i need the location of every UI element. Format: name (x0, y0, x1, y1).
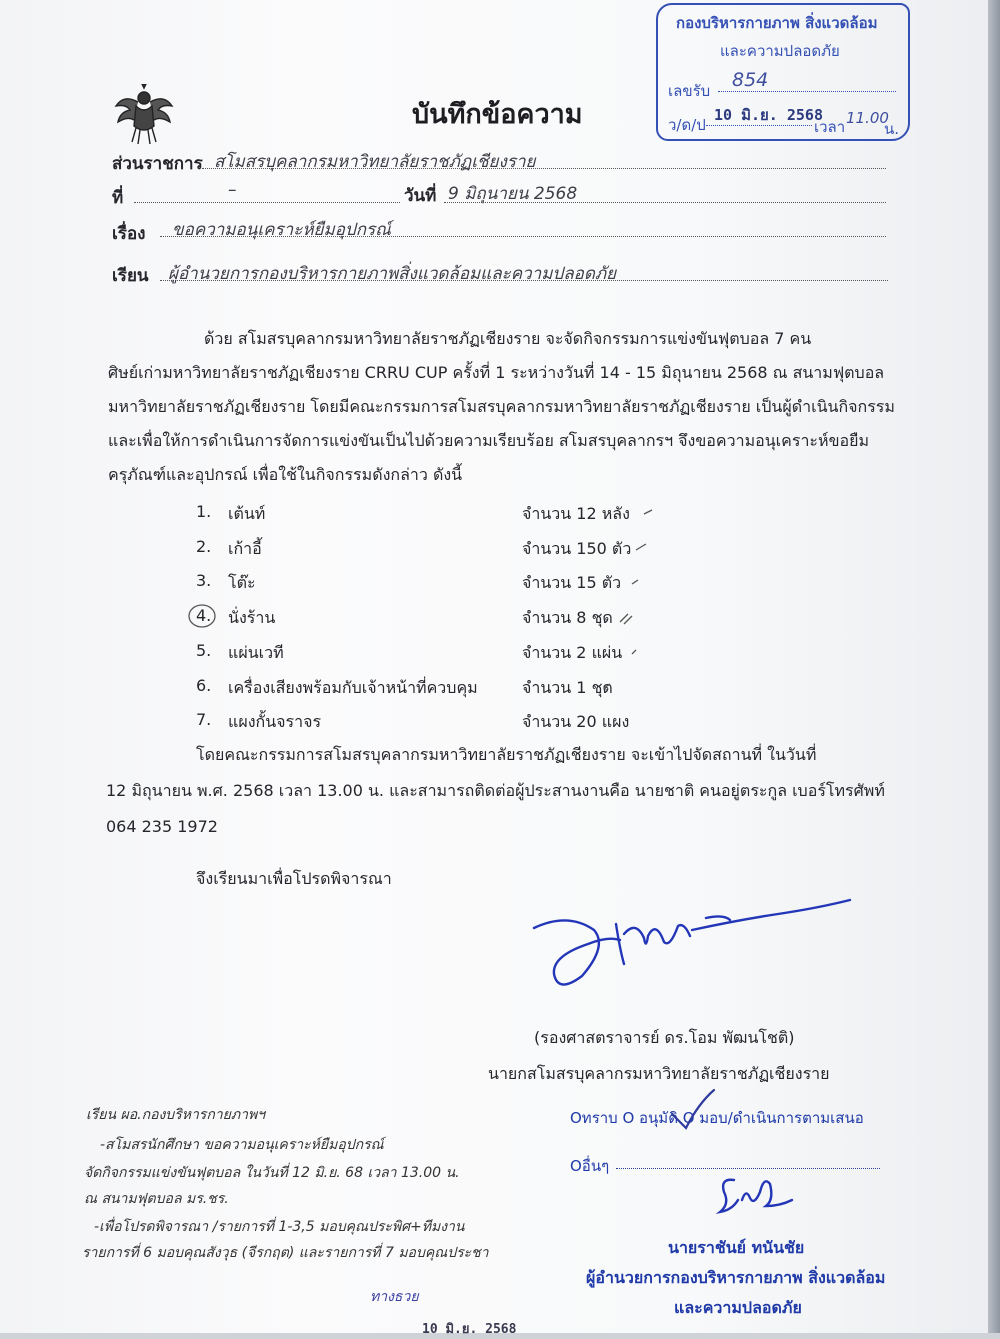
stamp-date-label: ว/ด/ป (668, 116, 706, 134)
stamp-date: 10 มิ.ย. 2568 (714, 106, 823, 124)
subject-value: ขอความอนุเคราะห์ยืมอุปกรณ์ (172, 220, 391, 240)
date-value: 9 มิถุนายน 2568 (448, 184, 578, 204)
note-line1: เรียน ผอ.กองบริหารกายภาพฯ (86, 1107, 266, 1123)
review-marks (180, 500, 660, 740)
dept-value: สโมสรบุคลากรมหาวิทยาลัยราชภัฏเชียงราย (214, 152, 536, 172)
director-position-line1: ผู้อำนวยการกองบริหารกายภาพ สิ่งแวดล้อม (586, 1268, 886, 1287)
closing-text: จึงเรียนมาเพื่อโปรดพิจารณา (196, 869, 392, 888)
item-name: นั่งร้าน (228, 608, 276, 627)
item-name: แผงกั้นจราจร (228, 712, 322, 731)
check-mark-icon (668, 1088, 718, 1132)
item-name: แผ่นเวที (228, 643, 284, 662)
ref-label: ที่ (112, 188, 124, 208)
to-value: ผู้อำนวยการกองบริหารกายภาพสิ่งแวดล้อมและความปลอดภัย (168, 264, 617, 284)
item-name: เต้นท์ (228, 504, 266, 523)
para1-line5: ครุภัณฑ์และอุปกรณ์ เพื่อใช้ในกิจกรรมดังกล่าว ดังนี้ (108, 465, 463, 484)
stamp-office-line2: และความปลอดภัย (720, 42, 840, 60)
approval-other-line (616, 1168, 880, 1169)
page-title: บันทึกข้อความ (412, 99, 583, 130)
para2-line2: 12 มิถุนายน พ.ศ. 2568 เวลา 13.00 น. และสามารถติดต่อผู้ประสานงานคือ นายชาติ คนอยู่ตระกูล เบอร์โทรศัพท์ (106, 781, 885, 800)
item-number: 4. (196, 606, 212, 625)
stamp-time-label: เวลา (814, 118, 846, 136)
director-position-line2: และความปลอดภัย (674, 1298, 802, 1317)
scanner-edge (988, 0, 1000, 1333)
approval-options: Oทราบ O อนุมัติ O มอบ/ดำเนินการตามเสนอ (570, 1109, 864, 1127)
para1-line3: มหาวิทยาลัยราชภัฏเชียงราย โดยมีคณะกรรมการสโมสรบุคลากรมหาวิทยาลัยราชภัฏเชียงราย เป็นผู้ดำเนินกิจกรรม (108, 397, 895, 416)
item-quantity: จำนวน 1 ชุด (522, 678, 613, 697)
para1-line1: ด้วย สโมสรบุคลากรมหาวิทยาลัยราชภัฏเชียงราย จะจัดกิจกรรมการแข่งขันฟุตบอล 7 คน (204, 329, 812, 348)
date-label: วันที่ (404, 186, 437, 206)
para1-line4: และเพื่อให้การดำเนินการจัดการแข่งขันเป็นไปด้วยความเรียบร้อย สโมสรบุคลากรฯ จึงขอความอนุเคราะห์ขอยืม (108, 431, 870, 450)
item-number: 1. (196, 502, 212, 521)
approval-other: Oอื่นๆ (570, 1157, 610, 1175)
item-quantity: จำนวน 8 ชุด (522, 608, 613, 627)
stamp-office-line1: กองบริหารกายภาพ สิ่งแวดล้อม (676, 14, 878, 32)
note-line5: -เพื่อโปรดพิจารณา /รายการที่ 1-3,5 มอบคุณประพิศ+ทีมงาน (94, 1219, 465, 1235)
item-number: 2. (196, 537, 212, 556)
signer-name: (รองศาสตราจารย์ ดร.โอม พัฒนโชติ) (534, 1028, 795, 1047)
garuda-emblem-icon (114, 84, 174, 146)
note-line6: รายการที่ 6 มอบคุณสังวุธ (จีรกฤต) และรายการที่ 7 มอบคุณประชา (82, 1245, 489, 1261)
item-name: โต๊ะ (228, 573, 256, 592)
note-date-stamp: 10 มิ.ย. 2568 (422, 1322, 517, 1337)
item-number: 7. (196, 710, 212, 729)
signer-position: นายกสโมสรบุคลากรมหาวิทยาลัยราชภัฏเชียงราย (488, 1064, 830, 1083)
item-quantity: จำนวน 20 แผง (522, 712, 630, 731)
director-name: นายราชันย์ ทนันชัย (668, 1238, 805, 1257)
item-quantity: จำนวน 12 หลัง (522, 504, 630, 523)
director-signature-icon (716, 1170, 796, 1218)
check-mark-icon (644, 510, 652, 514)
item-name: เครื่องเสียงพร้อมกับเจ้าหน้าที่ควบคุม (228, 678, 478, 697)
note-line4: ณ สนามฟุตบอล มร.ชร. (84, 1191, 229, 1207)
receiving-stamp (656, 3, 910, 141)
note-line2: -สโมสรนักศึกษา ขอความอนุเคราะห์ยืมอุปกรณ์ (100, 1137, 384, 1153)
item-number: 5. (196, 641, 212, 660)
signature-icon (528, 890, 858, 1000)
subject-label: เรื่อง (112, 224, 146, 244)
para1-line2: ศิษย์เก่ามหาวิทยาลัยราชภัฏเชียงราย CRRU CUP ครั้งที่ 1 ระหว่างวันที่ 14 - 15 มิถุนายน 2568 ณ สนามฟุตบอล (108, 363, 885, 382)
to-label: เรียน (112, 266, 149, 286)
check-mark-icon (604, 684, 610, 688)
ref-value: – (228, 180, 237, 200)
stamp-recv-no: 854 (732, 69, 769, 91)
note-line3: จัดกิจกรรมแข่งขันฟุตบอล ในวันที่ 12 มิ.ย. 68 เวลา 13.00 น. (84, 1165, 460, 1181)
stamp-time: 11.00 (846, 109, 889, 127)
check-mark-icon (636, 544, 646, 550)
item-quantity: จำนวน 150 ตัว (522, 539, 632, 558)
note-initials: ทางธวย (370, 1289, 419, 1305)
item-number: 6. (196, 676, 212, 695)
stamp-recv-label: เลขรับ (668, 82, 711, 100)
stamp-recv-line (718, 91, 896, 92)
item-quantity: จำนวน 15 ตัว (522, 573, 622, 592)
check-mark-icon (632, 580, 638, 584)
dept-label: ส่วนราชการ (112, 154, 203, 174)
para2-line1: โดยคณะกรรมการสโมสรบุคลากรมหาวิทยาลัยราชภัฏเชียงราย จะเข้าไปจัดสถานที่ ในวันที่ (196, 745, 817, 764)
ref-line (134, 202, 400, 203)
item-number: 3. (196, 571, 212, 590)
item-name: เก้าอี้ (228, 539, 262, 558)
stamp-time-unit: น. (884, 120, 900, 138)
circle-mark-icon (189, 605, 215, 627)
check-mark-icon (620, 614, 632, 624)
item-quantity: จำนวน 2 แผ่น (522, 643, 623, 662)
para2-line3: 064 235 1972 (106, 817, 218, 836)
check-mark-icon (632, 650, 636, 654)
